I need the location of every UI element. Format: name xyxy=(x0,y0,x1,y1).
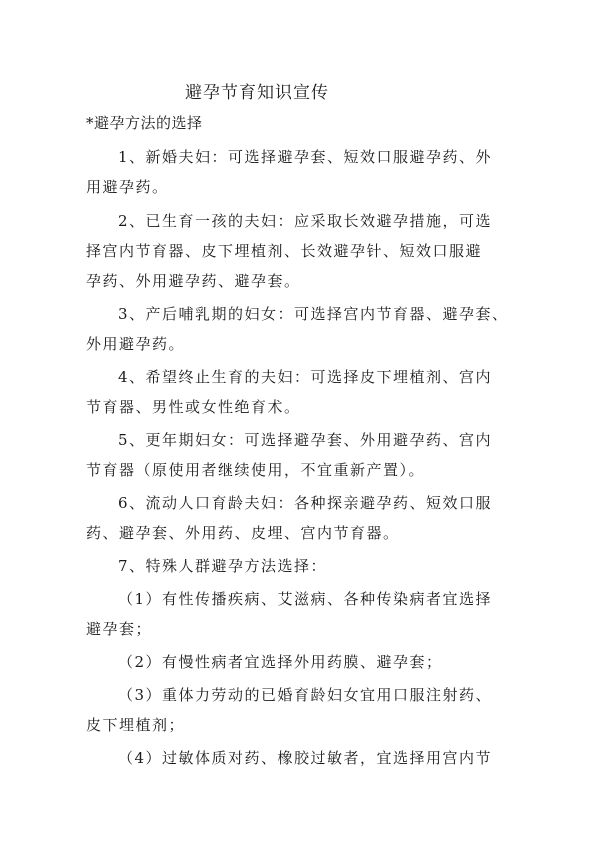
paragraph-line: 4、希望终止生育的夫妇：可选择皮下埋植剂、宫内 xyxy=(118,368,493,386)
paragraph-line: 用避孕药。 xyxy=(86,178,169,196)
paragraph-line: 皮下埋植剂； xyxy=(86,716,186,734)
paragraph-line: 节育器、男性或女性绝育术。 xyxy=(86,398,301,416)
paragraph-line: 6、流动人口育龄夫妇：各种探亲避孕药、短效口服 xyxy=(118,494,493,512)
paragraph-line: 7、特殊人群避孕方法选择： xyxy=(118,557,328,575)
paragraph-line: （3）重体力劳动的已婚育龄妇女宜用口服注射药、 xyxy=(118,686,493,704)
document-title: 避孕节育知识宣传 xyxy=(185,83,329,103)
paragraph-line: 择宫内节育器、皮下埋植剂、长效避孕针、短效口服避 xyxy=(86,242,483,260)
paragraph-line: （4）过敏体质对药、橡胶过敏者，宜选择用宫内节 xyxy=(118,749,493,767)
paragraph-line: 节育器（原使用者继续使用，不宜重新产置）。 xyxy=(86,461,426,479)
paragraph-line: 药、避孕套、外用药、皮埋、宫内节育器。 xyxy=(86,524,400,542)
paragraph-line: 避孕套； xyxy=(86,620,153,638)
paragraph-line: 2、已生育一孩的夫妇：应采取长效避孕措施，可选 xyxy=(118,212,493,230)
paragraph-line: 1、新婚夫妇：可选择避孕套、短效口服避孕药、外 xyxy=(118,148,493,166)
paragraph-line: （1）有性传播疾病、艾滋病、各种传染病者宜选择 xyxy=(118,590,493,608)
paragraph-line: 3、产后哺乳期的妇女：可选择宫内节育器、避孕套、 xyxy=(118,305,509,323)
section-heading: *避孕方法的选择 xyxy=(86,114,203,132)
paragraph-line: 外用避孕药。 xyxy=(86,335,186,353)
paragraph-line: （2）有慢性病者宜选择外用药膜、避孕套； xyxy=(118,653,443,671)
paragraph-line: 孕药、外用避孕药、避孕套。 xyxy=(86,272,301,290)
paragraph-line: 5、更年期妇女：可选择避孕套、外用避孕药、宫内 xyxy=(118,431,493,449)
